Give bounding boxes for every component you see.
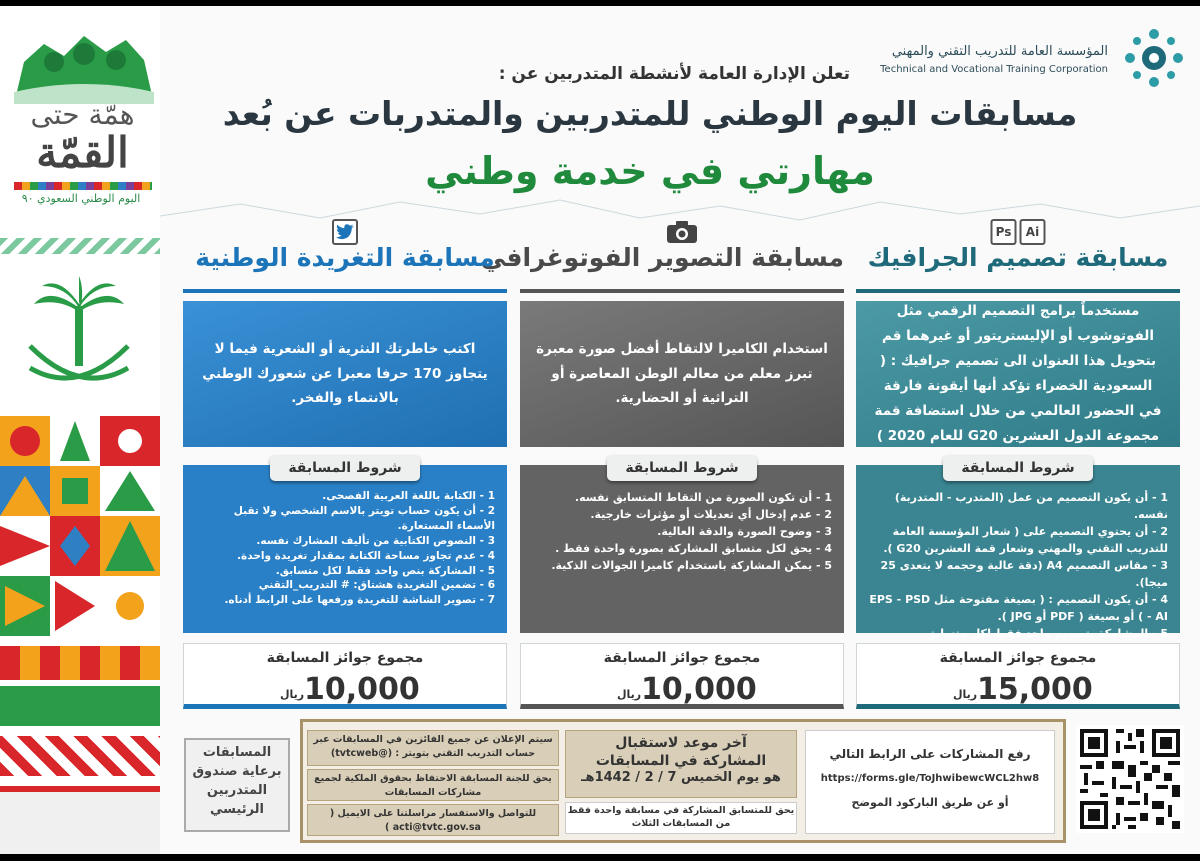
poster — [0, 6, 1200, 854]
condition-item: 5 - المشاركة بنص واحد فقط لكل متسابق. — [275, 564, 495, 577]
prize-value: 15,000 — [977, 672, 1093, 707]
camera-icon — [665, 219, 699, 245]
pattern-band-3 — [0, 736, 160, 776]
photoshop-icon: Ps — [991, 219, 1017, 245]
rainbow-bar — [14, 182, 152, 190]
org-name-arabic: المؤسسة العامة للتدريب التقني والمهني — [891, 44, 1108, 59]
graphic-prize-box — [856, 643, 1180, 709]
tweet-description: اكتب خاطرتك النثرية أو الشعرية فيما لا يتجاوز 170 حرفا معبرا عن شعورك الوطني بالانتماء والفخر. — [183, 301, 507, 447]
national-day-strip — [0, 6, 160, 854]
mountain-faces-logo-icon — [14, 32, 154, 104]
tweet-conditions-list — [183, 465, 507, 633]
condition-item: 7 - تصوير الشاشة للتغريدة ورفعها على الرابط أدناه. — [224, 594, 495, 607]
adobe-icons — [991, 219, 1046, 245]
photo-conditions-heading: شروط المسابقة — [607, 455, 757, 481]
tweet-competition — [183, 219, 507, 709]
prize-value: 10,000 — [304, 672, 420, 707]
condition-item: 1 - أن يكون التصميم من عمل (المتدرب - المتدربة) نفسه. — [894, 491, 1168, 522]
deadline-line-3: هو يوم الخميس 7 / 2 / 1442هـ — [581, 770, 781, 786]
condition-item: 2 - عدم إدخال أي تعديلات أو مؤثرات خارجية. — [590, 508, 832, 522]
org-name-english: Technical and Vocational Training Corporation — [880, 64, 1108, 75]
graphic-conditions-heading: شروط المسابقة — [943, 455, 1093, 481]
condition-item: 1 - أن تكون الصورة من التقاط المتسابق نفسه. — [574, 491, 832, 504]
deadline-box — [565, 730, 797, 798]
chevron-border — [0, 238, 160, 254]
qr-note: أو عن طريق الباركود الموضح — [851, 796, 1009, 809]
palm-swords-emblem-icon — [20, 276, 138, 396]
pattern-band-2 — [0, 686, 160, 726]
photo-conditions-list — [520, 465, 844, 633]
main-title: مسابقات اليوم الوطني للمتدربين والمتدربات عن بُعد — [222, 94, 1078, 133]
prize-label: مجموع جوائز المسابقة — [266, 650, 424, 666]
national-day-label: اليوم الوطني السعودي ٩٠ — [21, 192, 141, 205]
prize-currency: ريال — [617, 688, 642, 701]
graphic-description: مستخدماً برامج التصميم الرقمي مثل الفوتوشوب أو الإليستريتور أو غيرهما قم بتحويل هذا العنوان الى تصميم جرافيك : ( السعودية الخضراء تؤكد أنها أيقونة فارقة في الحضور العالمي من خلال استضافة قمة مجموعة الدول العشرين G20 للعام 2020 ) — [856, 301, 1180, 447]
deadline-line-1: آخر موعد لاستقبال — [615, 735, 747, 751]
condition-item: 2 - أن يحتوي التصميم على ( شعار المؤسسة العامة للتدريب التقني والمهني وشعار قمة العشرين G20 ). — [883, 525, 1168, 556]
camera-icon-box — [665, 219, 699, 245]
geometric-tiles — [0, 416, 160, 636]
upload-link[interactable]: https://forms.gle/ToJhwibewcWCL2hw8 — [820, 773, 1040, 784]
graphic-underline — [856, 289, 1180, 293]
winners-note: سيتم الإعلان عن جميع الفائزين في المسابقات عبر حساب التدريب التقني بتويتر : (@tvtcweb) — [307, 730, 559, 766]
photo-prize-box — [520, 643, 844, 709]
photo-description: استخدام الكاميرا لالتقاط أفضل صورة معبرة تبرز معلم من معالم الوطن المعاصرة أو التراثية أو الحضارية. — [520, 301, 844, 447]
sponsor-fund-box: المسابقات برعاية صندوق المتدربين الرئيسي — [184, 738, 290, 832]
tweet-prize-box — [183, 643, 507, 709]
prize-label: مجموع جوائز المسابقة — [603, 650, 761, 666]
twitter-icon — [332, 219, 358, 245]
condition-item: 2 - أن يكون حساب تويتر بالاسم الشخصي ولا تقبل الأسماء المستعارة. — [233, 504, 495, 532]
contact-note: للتواصل والاستفسار مراسلتنا على الايميل ( acti@tvtc.gov.sa ) — [307, 804, 559, 836]
graphic-conditions-list — [856, 465, 1180, 641]
condition-item: 5 - المشاركة بتصميم واحد فقط لكل متسابق. — [922, 627, 1168, 641]
condition-item: 5 - يمكن المشاركة باستخدام كاميرا الجوالات الذكية. — [551, 559, 832, 573]
tweet-title: مسابقة التغريدة الوطنية — [195, 243, 495, 272]
condition-item: 4 - يحق لكل متسابق المشاركة بصورة واحدة فقط . — [555, 542, 832, 556]
qr-code-icon[interactable] — [1076, 725, 1184, 833]
tvtc-star-icon — [1122, 26, 1186, 90]
slogan-line-2: القمّة — [36, 128, 129, 177]
announcement-text: تعلن الإدارة العامة لأنشطة المتدربين عن : — [498, 64, 850, 84]
info-frame — [300, 719, 1066, 843]
single-entry-note: يحق للمتسابق المشاركة في مسابقة واحدة فقط من المسابقات الثلاث — [565, 802, 797, 834]
tweet-underline — [183, 289, 507, 293]
slogan-line-1: همّة حتى — [30, 98, 135, 131]
upload-label: رفع المشاركات على الرابط التالي — [829, 747, 1031, 761]
graphic-title: مسابقة تصميم الجرافيك — [867, 243, 1169, 272]
illustrator-icon: Ai — [1020, 219, 1046, 245]
condition-item: 3 - وضوح الصورة والدقة العالية. — [657, 525, 832, 539]
graphic-design-competition — [856, 219, 1180, 709]
rights-note: يحق للجنة المسابقة الاحتفاظ بحقوق الملكية لجميع مشاركات المسابقات — [307, 769, 559, 801]
condition-item: 4 - عدم تجاوز مساحة الكتابة بمقدار تغريدة واحدة. — [237, 549, 495, 562]
prize-currency: ريال — [953, 688, 978, 701]
photography-competition — [480, 219, 844, 709]
condition-item: 3 - مقاس التصميم A4 (دقة عالية وحجمه لا يتعدى 25 ميجا). — [880, 559, 1168, 590]
tweet-conditions-heading: شروط المسابقة — [270, 455, 420, 481]
prize-value: 10,000 — [641, 672, 757, 707]
sub-title: مهارتي في خدمة وطني — [425, 149, 875, 193]
photo-underline — [520, 289, 844, 293]
upload-link-box — [805, 730, 1055, 834]
pattern-band-4 — [0, 786, 160, 854]
photo-title: مسابقة التصوير الفوتوغرافي — [480, 243, 844, 272]
condition-item: 3 - النصوص الكتابية من تأليف المشارك نفسه. — [256, 534, 495, 547]
prize-currency: ريال — [280, 688, 305, 701]
condition-item: 1 - الكتابة باللغة العربية الفصحى. — [322, 490, 495, 502]
deadline-line-2: المشاركة في المسابقات — [595, 753, 767, 770]
pattern-band-1 — [0, 646, 160, 680]
twitter-icon-box — [332, 219, 358, 245]
condition-item: 4 - أن يكون التصميم : ( بصيغة مفتوحة مثل EPS - PSD - AI ) أو بصيغة ( PDF أو JPG ). — [869, 593, 1168, 624]
prize-label: مجموع جوائز المسابقة — [939, 650, 1097, 666]
condition-item: 6 - تضمين التغريدة هشتاق: # التدريب_التقني — [258, 579, 495, 592]
